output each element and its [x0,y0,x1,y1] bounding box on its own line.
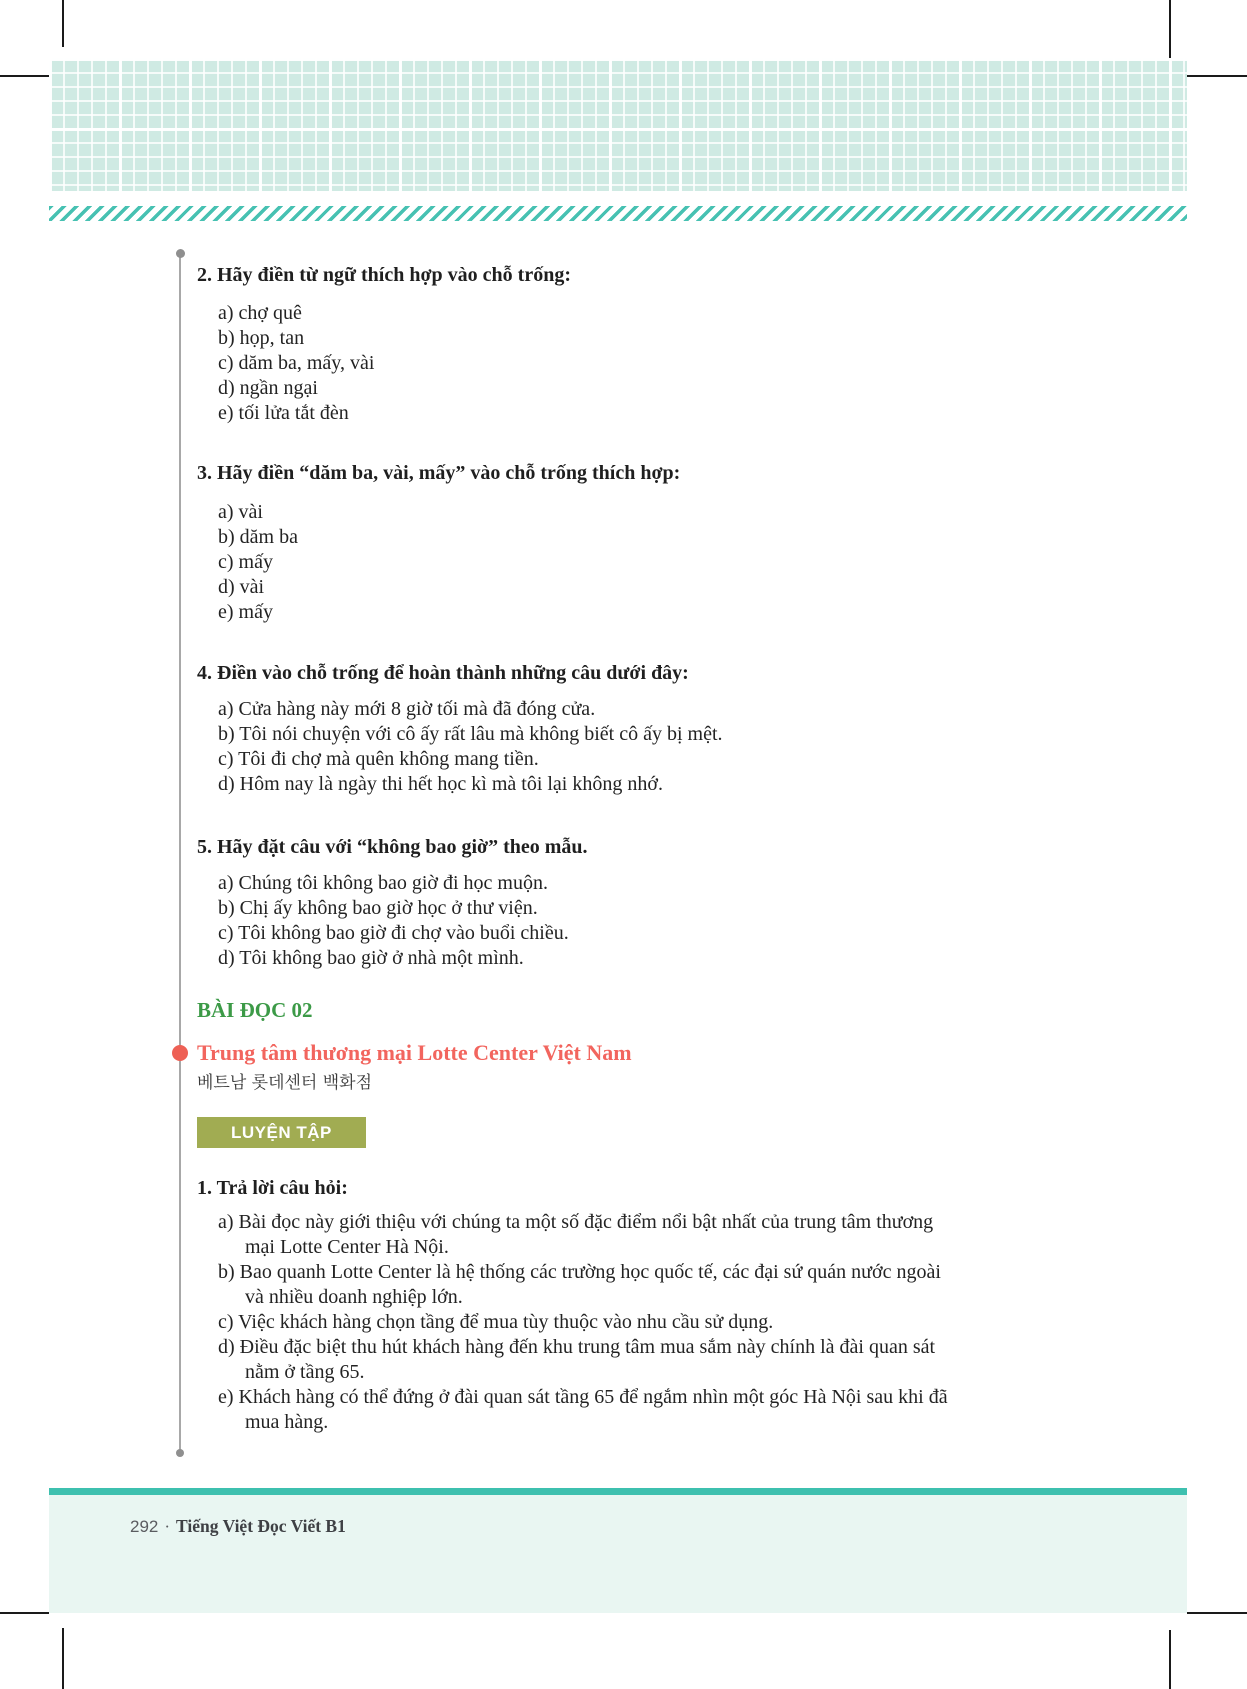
exercise-2-title: 2. Hãy điền từ ngữ thích hợp vào chỗ trống: [197,264,572,286]
crop-mark-top-left-horizontal [0,75,49,77]
exercise-3-item-b: b) dăm ba [218,526,298,548]
exercise-4-item-d: d) Hôm nay là ngày thi hết học kì mà tôi lại không nhớ. [218,773,663,795]
exercise-5-items [197,871,1097,971]
exercise-3-items [197,500,1097,625]
exercise-5-item-a: a) Chúng tôi không bao giờ đi học muộn. [218,872,548,894]
practice-badge: LUYỆN TẬP [197,1117,366,1148]
practice-item-a-line-1: a) Bài đọc này giới thiệu với chúng ta một số đặc điểm nổi bật nhất của trung tâm thương [218,1211,934,1233]
exercise-4-items [197,697,1097,797]
practice-item-e-line-1: e) Khách hàng có thể đứng ở đài quan sát tầng 65 để ngắm nhìn một góc Hà Nội sau khi đã [218,1386,948,1408]
exercise-5-item-d: d) Tôi không bao giờ ở nhà một mình. [218,947,524,969]
rule-bottom-dot [176,1449,184,1457]
exercise-4-title: 4. Điền vào chỗ trống để hoàn thành những câu dưới đây: [197,662,689,684]
header-grid-pattern [49,58,1187,191]
practice-items [197,1210,1117,1435]
crop-mark-top-left-vertical [62,0,64,47]
practice-item-a-line-2: mại Lotte Center Hà Nội. [245,1236,449,1258]
rule-top-dot [176,249,185,258]
footer-text [130,1514,346,1539]
practice-item-d-line-2: nằm ở tầng 65. [245,1361,365,1383]
crop-mark-top-right-vertical [1169,0,1171,58]
crop-mark-bottom-left-vertical [62,1628,64,1689]
exercise-2-item-d: d) ngần ngại [218,377,318,399]
exercise-2-items [197,301,1097,426]
practice-item-c-line-1: c) Việc khách hàng chọn tầng để mua tùy thuộc vào nhu cầu sử dụng. [218,1311,774,1333]
exercise-4-item-b: b) Tôi nói chuyện với cô ấy rất lâu mà không biết cô ấy bị mệt. [218,723,723,745]
exercise-2-item-e: e) tối lửa tắt đèn [218,402,349,424]
practice-title: 1. Trả lời câu hỏi: [197,1177,348,1199]
left-vertical-rule [179,253,181,1455]
footer-divider-bar [49,1488,1187,1495]
footer-page-number: 292 [130,1517,159,1536]
exercise-3-item-e: e) mấy [218,601,273,623]
exercise-3-item-c: c) mấy [218,551,273,573]
crop-mark-bottom-right-horizontal [1187,1612,1247,1614]
exercise-5-title: 5. Hãy đặt câu với “không bao giờ” theo mẫu. [197,836,588,858]
exercise-5-item-c: c) Tôi không bao giờ đi chợ vào buổi chiều. [218,922,569,944]
reading-section-label: BÀI ĐỌC 02 [197,998,313,1022]
practice-item-e-line-2: mua hàng. [245,1411,329,1433]
practice-item-b-line-1: b) Bao quanh Lotte Center là hệ thống các trường học quốc tế, các đại sứ quán nước ngoài [218,1261,941,1283]
exercise-4-item-a: a) Cửa hàng này mới 8 giờ tối mà đã đóng cửa. [218,698,596,720]
exercise-2-item-a: a) chợ quê [218,302,302,324]
header-hatch-stripe [49,206,1187,221]
footer-book-title: Tiếng Việt Đọc Viết B1 [176,1516,346,1536]
crop-mark-top-right-horizontal [1187,75,1247,77]
footer-band [49,1495,1187,1613]
reading-title: Trung tâm thương mại Lotte Center Việt Nam [197,1040,632,1065]
exercise-3-item-a: a) vài [218,501,263,523]
exercise-4-item-c: c) Tôi đi chợ mà quên không mang tiền. [218,748,539,770]
practice-item-b-line-2: và nhiều doanh nghiệp lớn. [245,1286,463,1308]
exercise-5-item-b: b) Chị ấy không bao giờ học ở thư viện. [218,897,538,919]
footer-separator: · [164,1517,171,1536]
exercise-3-item-d: d) vài [218,576,265,598]
exercise-3-title: 3. Hãy điền “dăm ba, vài, mấy” vào chỗ trống thích hợp: [197,462,681,484]
practice-item-d-line-1: d) Điều đặc biệt thu hút khách hàng đến khu trung tâm mua sắm này chính là đài quan sát [218,1336,936,1358]
reading-title-bullet-dot [172,1045,188,1061]
crop-mark-bottom-left-horizontal [0,1612,49,1614]
crop-mark-bottom-right-vertical [1169,1630,1171,1689]
exercise-2-item-c: c) dăm ba, mấy, vài [218,352,375,374]
exercise-2-item-b: b) họp, tan [218,327,305,349]
reading-subtitle-korean: 베트남 롯데센터 백화점 [197,1073,373,1093]
